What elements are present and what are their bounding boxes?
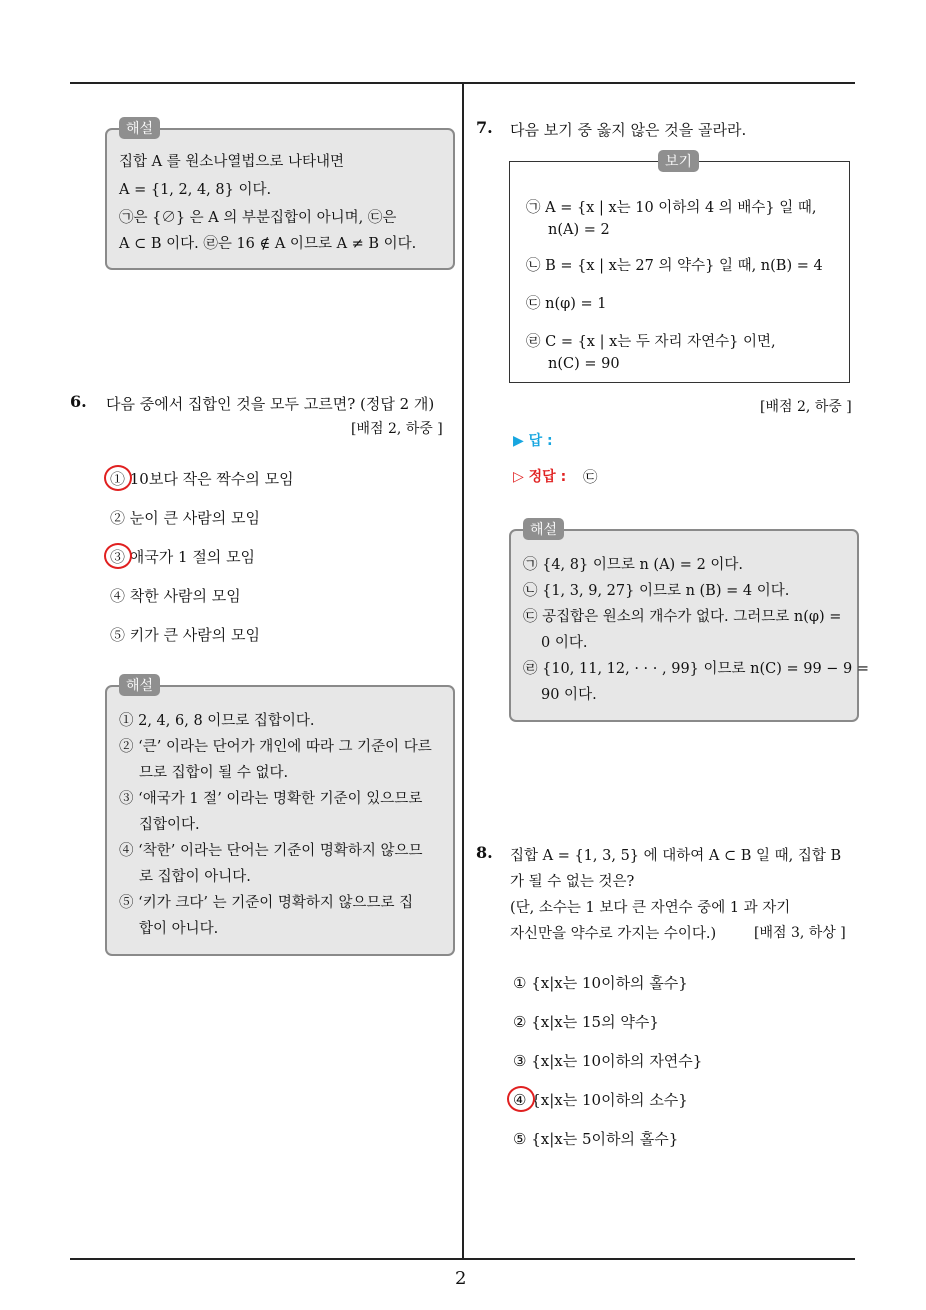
page-number: 2 [455,1268,467,1289]
question-8-score: [배점 3, 하상 ] [754,925,846,941]
explanation-line: 0 이다. [541,635,588,651]
q6-option-3[interactable]: ③ 애국가 1 절의 모임 [110,548,256,566]
q8-option-1[interactable]: ① {x|x는 10이하의 홀수} [513,974,688,992]
explanation-line: ㉢ 공집합은 원소의 개수가 없다. 그러므로 n(φ) = [523,609,842,625]
column-divider [462,84,464,1259]
explanation-line: 집합 A 를 원소나열법으로 나타내면 [119,154,345,170]
explanation-line: ㉡ {1, 3, 9, 27} 이므로 n (B) = 4 이다. [523,583,790,599]
answer-label: ▶ 답 : [513,433,553,449]
question-8-line: 집합 A = {1, 3, 5} 에 대하여 A ⊂ B 일 때, 집합 B [510,848,842,864]
explanation-line: 므로 집합이 될 수 없다. [139,765,289,781]
question-8-line: 가 될 수 없는 것은? [510,874,635,890]
question-6-score: [배점 2, 하중 ] [351,421,443,437]
explanation-line: ③ ‘애국가 1 절’ 이라는 명확한 기준이 있으므로 [119,791,423,807]
explanation-line: A = {1, 2, 4, 8} 이다. [119,182,272,198]
explanation-line: ㉠은 {∅} 은 A 의 부분집합이 아니며, ㉢은 [119,210,397,226]
bogi-line: ㉣ C = {x | x는 두 자리 자연수} 이면, [526,334,776,350]
bogi-tag: 보기 [658,150,699,172]
explanation-line: ② ‘큰’ 이라는 단어가 개인에 따라 그 기준이 다르 [119,739,432,755]
q8-option-3[interactable]: ③ {x|x는 10이하의 자연수} [513,1052,703,1070]
q6-option-4[interactable]: ④ 착한 사람의 모임 [110,587,241,605]
q8-option-5[interactable]: ⑤ {x|x는 5이하의 홀수} [513,1130,679,1148]
answer-circle-mark [104,465,132,491]
explanation-box-7 [509,529,870,722]
explanation-line: A ⊂ B 이다. ㉣은 16 ∉ A 이므로 A ≠ B 이다. [119,236,417,252]
question-7-score: [배점 2, 하중 ] [760,399,852,415]
bogi-box [509,161,850,383]
explanation-line: 합이 아니다. [139,921,219,937]
correct-answer-label: ▷ 정답 : [513,469,567,485]
explanation-line: ㉣ {10, 11, 12, · · · , 99} 이므로 n(C) = 99 − 9 = [523,661,870,677]
q6-option-5[interactable]: ⑤ 키가 큰 사람의 모임 [110,626,260,644]
q8-option-4[interactable]: ④ {x|x는 10이하의 소수} [513,1091,688,1109]
question-6-text: 다음 중에서 집합인 것을 모두 고르면? (정답 2 개) [106,395,435,413]
answer-circle-mark [104,543,132,569]
explanation-tag: 해설 [119,117,160,139]
question-7-number: 7. [476,118,493,137]
explanation-line: ④ ‘착한’ 이라는 단어는 기준이 명확하지 않으므 [119,843,423,859]
explanation-line: 90 이다. [541,687,597,703]
q6-option-1[interactable]: ① 10보다 작은 짝수의 모임 [110,470,294,488]
q8-option-2[interactable]: ② {x|x는 15의 약수} [513,1013,659,1031]
explanation-tag: 해설 [523,518,564,540]
explanation-line: 집합이다. [139,817,200,833]
bogi-line: ㉠ A = {x | x는 10 이하의 4 의 배수} 일 때, [526,200,817,216]
question-8-line: (단, 소수는 1 보다 큰 자연수 중에 1 과 자기 [510,900,791,916]
explanation-line: 로 집합이 아니다. [139,869,251,885]
explanation-line: ⑤ ‘키가 크다’ 는 기준이 명확하지 않으므로 집 [119,895,414,911]
bogi-line: n(A) = 2 [548,222,610,238]
explanation-box-5 [105,128,455,270]
explanation-line: ㉠ {4, 8} 이므로 n (A) = 2 이다. [523,557,744,573]
answer-circle-mark [507,1086,535,1112]
correct-answer-value: ㉢ [583,470,598,486]
bottom-rule [70,1258,855,1260]
question-8-line: 자신만을 약수로 가지는 수이다.) [510,926,717,942]
question-8-number: 8. [476,843,493,862]
explanation-box-6 [105,685,455,956]
bogi-line: ㉢ n(φ) = 1 [526,296,607,312]
bogi-line: n(C) = 90 [548,356,620,372]
bogi-line: ㉡ B = {x | x는 27 의 약수} 일 때, n(B) = 4 [526,258,823,274]
question-7-text: 다음 보기 중 옳지 않은 것을 골라라. [510,121,747,139]
explanation-tag: 해설 [119,674,160,696]
q6-option-2[interactable]: ② 눈이 큰 사람의 모임 [110,509,260,527]
question-6-number: 6. [70,392,87,411]
explanation-line: ① 2, 4, 6, 8 이므로 집합이다. [119,713,315,729]
